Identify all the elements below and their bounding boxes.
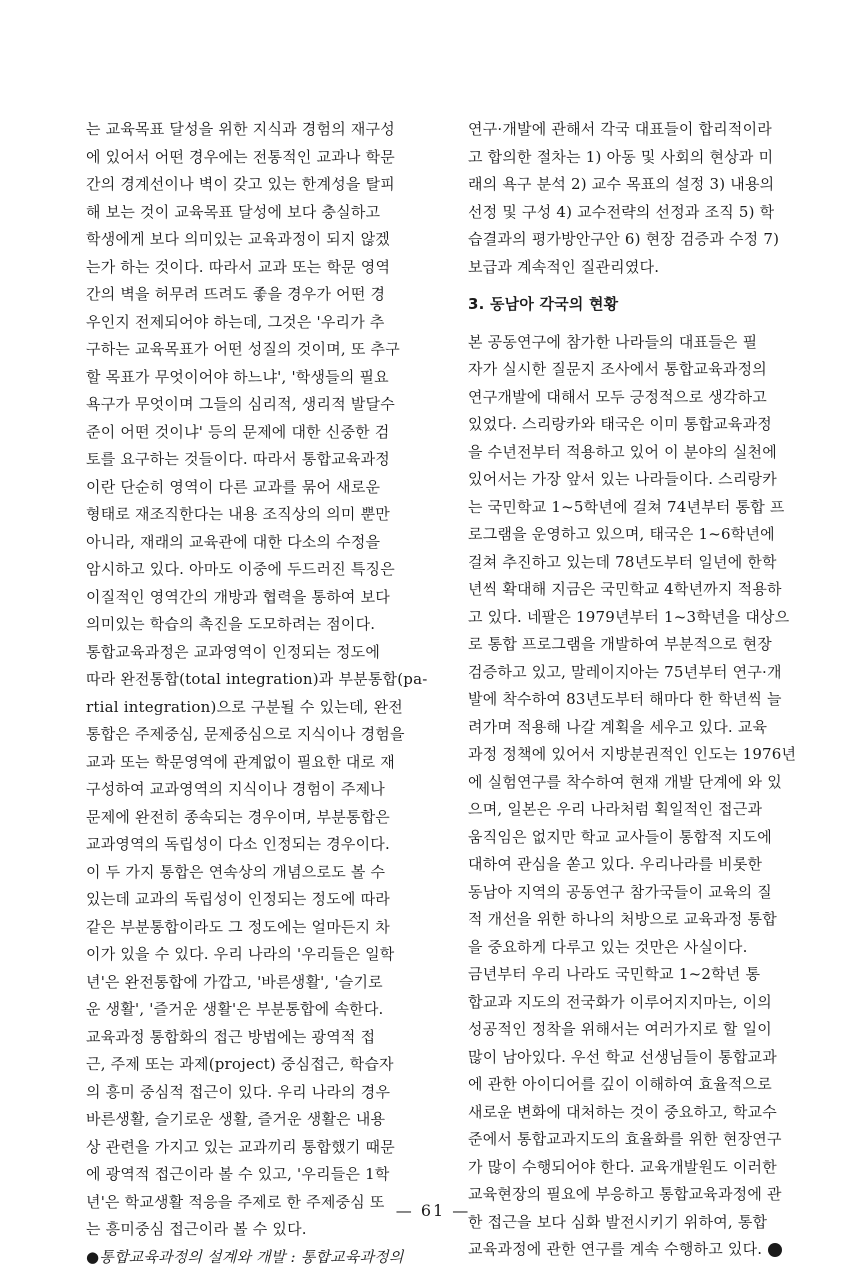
left-column-text: [86, 116, 446, 1271]
text-line: 과정 정책에 있어서 지방분권적인 인도는 1976년: [468, 741, 828, 769]
text-line: 년씩 확대해 지금은 국민학교 4학년까지 적용하: [468, 576, 828, 604]
text-line: 통합은 주제중심, 문제중심으로 지식이나 경험을: [86, 721, 446, 749]
last-line-text: 교육과정에 관한 연구를 계속 수행하고 있다.: [468, 1240, 762, 1258]
text-line: 는 흥미중심 접근이라 볼 수 있다.: [86, 1216, 446, 1244]
last-line: [468, 1236, 828, 1264]
text-line: 아니라, 재래의 교육관에 대한 다소의 수정을: [86, 529, 446, 557]
text-line: 교육현장의 필요에 부응하고 통합교육과정에 관: [468, 1181, 828, 1209]
text-line: 근, 주제 또는 과제(project) 중심접근, 학습자: [86, 1051, 446, 1079]
text-line: 연구·개발에 관해서 각국 대표들이 합리적이라: [468, 116, 828, 144]
text-line: 해 보는 것이 교육목표 달성에 보다 충실하고: [86, 199, 446, 227]
text-line: 많이 남아있다. 우선 학교 선생님들이 통합교과: [468, 1044, 828, 1072]
text-line: 을 중요하게 다루고 있는 것만은 사실이다.: [468, 934, 828, 962]
text-line: 간의 벽을 허무려 뜨려도 좋을 경우가 어떤 경: [86, 281, 446, 309]
text-line: 자가 실시한 질문지 조사에서 통합교육과정의: [468, 356, 828, 384]
text-line: 을 수년전부터 적용하고 있어 이 분야의 실천에: [468, 439, 828, 467]
text-line: 는가 하는 것이다. 따라서 교과 또는 학문 영역: [86, 254, 446, 282]
text-line: 로그램을 운영하고 있으며, 태국은 1~6학년에: [468, 521, 828, 549]
section-gap-after: [468, 319, 828, 329]
text-line: 본 공동연구에 참가한 나라들의 대표들은 필: [468, 329, 828, 357]
text-line: 래의 욕구 분석 2) 교수 목표의 설정 3) 내용의: [468, 171, 828, 199]
text-line: 에 실험연구를 착수하여 현재 개발 단계에 와 있: [468, 769, 828, 797]
text-line: 구성하여 교과영역의 지식이나 경험이 주제나: [86, 776, 446, 804]
text-line: 으며, 일본은 우리 나라처럼 획일적인 접근과: [468, 796, 828, 824]
text-line: 움직임은 없지만 학교 교사들이 통합적 지도에: [468, 824, 828, 852]
text-line: 토를 요구하는 것들이다. 따라서 통합교육과정: [86, 446, 446, 474]
section-gap-before: [468, 281, 828, 291]
text-line: 암시하고 있다. 아마도 이중에 두드러진 특징은: [86, 556, 446, 584]
text-line: 가 많이 수행되어야 한다. 교육개발원도 이러한: [468, 1154, 828, 1182]
section-heading: 3. 동남아 각국의 현황: [468, 291, 828, 319]
text-line: 할 목표가 무엇이어야 하느냐', '학생들의 필요: [86, 364, 446, 392]
text-line: 걸쳐 추진하고 있는데 78년도부터 일년에 한학: [468, 549, 828, 577]
text-line: 년'은 완전통합에 가깝고, '바른생활', '슬기로: [86, 969, 446, 997]
text-line: 문제에 완전히 종속되는 경우이며, 부분통합은: [86, 804, 446, 832]
text-line: 는 국민학교 1~5학년에 걸쳐 74년부터 통합 프: [468, 494, 828, 522]
text-line: 동남아 지역의 공동연구 참가국들이 교육의 질: [468, 879, 828, 907]
text-line: 상 관련을 가지고 있는 교과끼리 통합했기 때문: [86, 1134, 446, 1162]
text-line: ●통합교육과정의 설계와 개발 : 통합교육과정의: [86, 1244, 446, 1271]
text-line: 한 접근을 보다 심화 발전시키기 위하여, 통합: [468, 1209, 828, 1237]
text-line: 이가 있을 수 있다. 우리 나라의 '우리들은 일학: [86, 941, 446, 969]
text-line: 적 개선을 위한 하나의 처방으로 교육과정 통합: [468, 906, 828, 934]
text-line: 고 있다. 네팔은 1979년부터 1~3학년을 대상으: [468, 604, 828, 632]
text-line: 고 합의한 절차는 1) 아동 및 사회의 현상과 미: [468, 144, 828, 172]
right-column-intro: [468, 116, 828, 281]
text-line: 대하여 관심을 쏟고 있다. 우리나라를 비롯한: [468, 851, 828, 879]
text-line: 있는데 교과의 독립성이 인정되는 정도에 따라: [86, 886, 446, 914]
text-line: 있어서는 가장 앞서 있는 나라들이다. 스리랑카: [468, 466, 828, 494]
text-line: 발에 착수하여 83년도부터 해마다 한 학년씩 늘: [468, 686, 828, 714]
text-line: 형태로 재조직한다는 내용 조직상의 의미 뿐만: [86, 501, 446, 529]
text-line: 이 두 가지 통합은 연속상의 개념으로도 볼 수: [86, 859, 446, 887]
text-line: 따라 완전통합(total integration)과 부분통합(pa-: [86, 666, 446, 694]
text-line: 이란 단순히 영역이 다른 교과를 묶어 새로운: [86, 474, 446, 502]
text-line: 교과영역의 독립성이 다소 인정되는 경우이다.: [86, 831, 446, 859]
text-line: 의미있는 학습의 촉진을 도모하려는 점이다.: [86, 611, 446, 639]
text-line: 로 통합 프로그램을 개발하여 부분적으로 현장: [468, 631, 828, 659]
text-line: rtial integration)으로 구분될 수 있는데, 완전: [86, 694, 446, 722]
text-line: 에 있어서 어떤 경우에는 전통적인 교과나 학문: [86, 144, 446, 172]
right-column-body: [468, 329, 828, 1237]
text-line: 성공적인 정착을 위해서는 여러가지로 할 일이: [468, 1016, 828, 1044]
text-line: 선정 및 구성 4) 교수전략의 선정과 조직 5) 학: [468, 199, 828, 227]
text-line: 에 관한 아이디어를 깊이 이해하여 효율적으로: [468, 1071, 828, 1099]
text-line: 구하는 교육목표가 어떤 성질의 것이며, 또 추구: [86, 336, 446, 364]
page-number: — 61 —: [0, 1201, 866, 1220]
text-line: 준에서 통합교과지도의 효율화를 위한 현장연구: [468, 1126, 828, 1154]
text-line: 학생에게 보다 의미있는 교육과정이 되지 않겠: [86, 226, 446, 254]
text-line: 교육과정 통합화의 접근 방법에는 광역적 접: [86, 1024, 446, 1052]
text-line: 합교과 지도의 전국화가 이루어지지마는, 이의: [468, 989, 828, 1017]
text-line: 이질적인 영역간의 개방과 협력을 통하여 보다: [86, 584, 446, 612]
text-line: 운 생활', '즐거운 생활'은 부분통합에 속한다.: [86, 996, 446, 1024]
text-line: 연구개발에 대해서 모두 긍정적으로 생각하고: [468, 384, 828, 412]
text-line: 욕구가 무엇이며 그들의 심리적, 생리적 발달수: [86, 391, 446, 419]
text-line: 있었다. 스리랑카와 태국은 이미 통합교육과정: [468, 411, 828, 439]
text-line: 바른생활, 슬기로운 생활, 즐거운 생활은 내용: [86, 1106, 446, 1134]
text-line: 금년부터 우리 나라도 국민학교 1~2학년 통: [468, 961, 828, 989]
text-line: 교과 또는 학문영역에 관계없이 필요한 대로 재: [86, 749, 446, 777]
text-line: 에 광역적 접근이라 볼 수 있고, '우리들은 1학: [86, 1161, 446, 1189]
text-line: 검증하고 있고, 말레이지아는 75년부터 연구·개: [468, 659, 828, 687]
text-line: 간의 경계선이나 벽이 갖고 있는 한계성을 탈피: [86, 171, 446, 199]
text-line: 같은 부분통합이라도 그 정도에는 얼마든지 차: [86, 914, 446, 942]
text-line: 는 교육목표 달성을 위한 지식과 경험의 재구성: [86, 116, 446, 144]
text-line: 준이 어떤 것이냐' 등의 문제에 대한 신중한 검: [86, 419, 446, 447]
text-line: 년'은 학교생활 적응을 주제로 한 주제중심 또: [86, 1189, 446, 1217]
text-line: 우인지 전제되어야 하는데, 그것은 '우리가 추: [86, 309, 446, 337]
text-line: 새로운 변화에 대처하는 것이 중요하고, 학교수: [468, 1099, 828, 1127]
right-column: [468, 116, 828, 1264]
text-line: 려가며 적용해 나갈 계획을 세우고 있다. 교육: [468, 714, 828, 742]
left-column: [86, 116, 446, 1271]
text-line: 의 흥미 중심적 접근이 있다. 우리 나라의 경우: [86, 1079, 446, 1107]
end-mark-icon: [768, 1243, 782, 1257]
text-line: 습결과의 평가방안구안 6) 현장 검증과 수정 7): [468, 226, 828, 254]
text-line: 보급과 계속적인 질관리였다.: [468, 254, 828, 282]
text-line: 통합교육과정은 교과영역이 인정되는 정도에: [86, 639, 446, 667]
